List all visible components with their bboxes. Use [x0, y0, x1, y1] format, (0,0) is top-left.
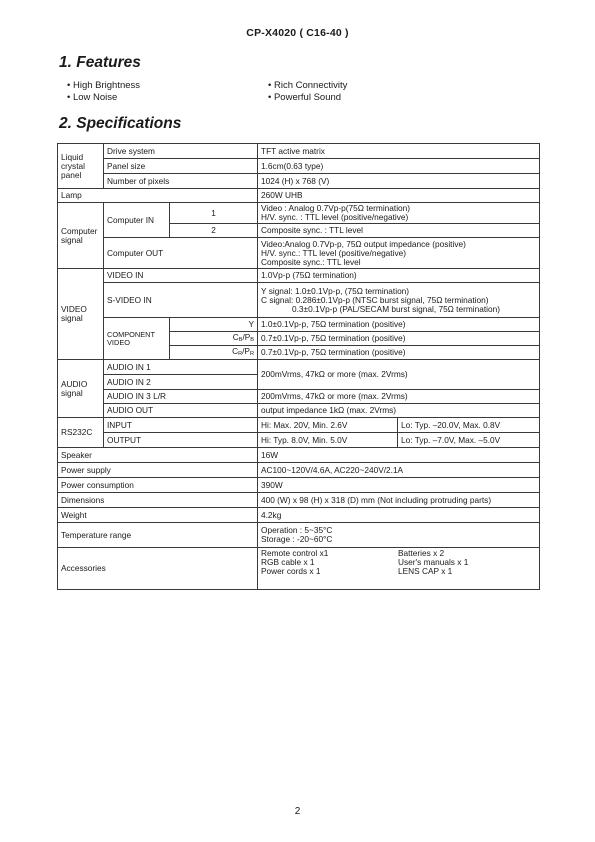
page-number: 2	[294, 806, 301, 817]
spec-label: Speaker	[58, 448, 258, 463]
spec-value: output impedance 1kΩ (max. 2Vrms)	[258, 404, 540, 418]
cr-subscript: R	[238, 351, 243, 357]
feature-item: • Rich Connectivity	[268, 80, 347, 92]
spec-value: Composite sync. : TTL level	[258, 224, 540, 238]
spec-label: Accessories	[58, 548, 258, 590]
spec-group-label: Liquid crystal panel	[58, 144, 104, 189]
spec-value: 260W UHB	[258, 189, 540, 203]
spec-sublabel: Y	[170, 318, 258, 332]
spec-group-label: RS232C	[58, 418, 104, 448]
spec-value: 200mVrms, 47kΩ or more (max. 2Vrms)	[258, 360, 540, 390]
spec-label: Power consumption	[58, 478, 258, 493]
spec-value: Hi: Max. 20V, Min. 2.6V	[258, 418, 398, 433]
spec-value: 200mVrms, 47kΩ or more (max. 2Vrms)	[258, 390, 540, 404]
spec-value	[258, 203, 540, 224]
spec-label: INPUT	[104, 418, 258, 433]
spec-label: Computer IN	[104, 203, 170, 238]
pb-letter: /P	[242, 332, 251, 342]
spec-label: COMPONENT VIDEO	[104, 318, 170, 360]
spec-value-line: Composite sync.: TTL level	[261, 256, 361, 267]
features-column-left	[67, 80, 140, 104]
pr-letter: /P	[242, 346, 250, 356]
spec-value: TFT active matrix	[258, 144, 540, 159]
accessory-item: Power cords x 1	[261, 566, 321, 576]
spec-value: 390W	[258, 478, 540, 493]
spec-value: 1.0±0.1Vp-p, 75Ω termination (positive)	[258, 318, 540, 332]
spec-label: AUDIO IN 3 L/R	[104, 390, 258, 404]
spec-value-line: Video : Analog 0.7Vp-p(75Ω termination)	[261, 203, 411, 213]
spec-label: Dimensions	[58, 493, 258, 508]
accessory-item: User's manuals x 1	[398, 557, 469, 567]
accessory-item: LENS CAP x 1	[398, 566, 453, 576]
spec-value-line: Operation : 5~35°C	[261, 525, 333, 535]
spec-value: 4.2kg	[258, 508, 540, 523]
specifications-title: 2. Specifications	[59, 115, 182, 132]
spec-group-label: VIDEO signal	[58, 269, 104, 360]
spec-value: 0.7±0.1Vp-p, 75Ω termination (positive)	[258, 332, 540, 346]
cb-subscript: B	[238, 337, 243, 343]
spec-sublabel: 2	[170, 224, 258, 238]
spec-value	[258, 238, 540, 269]
spec-value	[258, 523, 540, 548]
spec-label: AUDIO IN 2	[104, 375, 258, 390]
spec-group-label: Computer signal	[58, 203, 104, 269]
spec-value: 16W	[258, 448, 540, 463]
spec-group-label: AUDIO signal	[58, 360, 104, 418]
spec-value-line: C signal: 0.286±0.1Vp-p (NTSC burst signal, 75Ω termination)	[261, 294, 489, 305]
spec-value: 0.7±0.1Vp-p, 75Ω termination (positive)	[258, 346, 540, 360]
spec-value: 1.0Vp-p (75Ω termination)	[258, 269, 540, 283]
feature-item: • Low Noise	[67, 92, 140, 104]
spec-label: AUDIO OUT	[104, 404, 258, 418]
spec-sublabel: 1	[170, 203, 258, 224]
spec-value-line: 0.3±0.1Vp-p (PAL/SECAM burst signal, 75Ω termination)	[292, 303, 500, 314]
pb-subscript: B	[250, 337, 255, 343]
spec-label: Panel size	[104, 159, 258, 174]
spec-label: Weight	[58, 508, 258, 523]
spec-value: Lo: Typ. –20.0V, Max. 0.8V	[398, 418, 540, 433]
spec-value-line: H/V. sync. : TTL level (positive/negative)	[261, 212, 409, 222]
document-model-header: CP-X4020 ( C16-40 )	[246, 27, 349, 39]
specifications-table	[57, 143, 540, 590]
cr-letter: C	[232, 346, 239, 356]
pr-subscript: R	[249, 351, 255, 357]
cb-letter: C	[232, 332, 239, 342]
spec-label: Lamp	[58, 189, 258, 203]
spec-label: S-VIDEO IN	[104, 283, 258, 318]
spec-label: Power supply	[58, 463, 258, 478]
spec-sublabel-cb-pb	[170, 332, 258, 346]
spec-label: OUTPUT	[104, 433, 258, 448]
spec-value: 1024 (H) x 768 (V)	[258, 174, 540, 189]
accessories-column-right	[398, 549, 535, 576]
spec-value-line: Video:Analog 0.7Vp-p, 75Ω output impedance (positive)	[261, 238, 466, 249]
spec-label: Number of pixels	[104, 174, 258, 189]
accessories-grid	[261, 549, 536, 576]
spec-sublabel-cr-pr	[170, 346, 258, 360]
spec-value: 1.6cm(0.63 type)	[258, 159, 540, 174]
features-column-right	[268, 80, 347, 104]
spec-value: 400 (W) x 98 (H) x 318 (D) mm (Not including protruding parts)	[258, 493, 540, 508]
spec-value	[258, 548, 540, 590]
feature-item: • High Brightness	[67, 80, 140, 92]
spec-value-line: H/V. sync.: TTL level (positive/negative)	[261, 247, 406, 258]
spec-label: VIDEO IN	[104, 269, 258, 283]
features-title: 1. Features	[59, 54, 141, 71]
spec-value: Hi: Typ. 8.0V, Min. 5.0V	[258, 433, 398, 448]
spec-value	[258, 283, 540, 318]
feature-item: • Powerful Sound	[268, 92, 347, 104]
spec-value-line: Storage : -20~60°C	[261, 534, 333, 544]
accessory-item: Remote control x1	[261, 548, 329, 558]
spec-value: Lo: Typ. –7.0V, Max. –5.0V	[398, 433, 540, 448]
spec-value-line: Y signal: 1.0±0.1Vp-p, (75Ω termination)	[261, 285, 410, 296]
accessories-column-left	[261, 549, 398, 576]
spec-label: AUDIO IN 1	[104, 360, 258, 375]
spec-label: Drive system	[104, 144, 258, 159]
accessory-item: Batteries x 2	[398, 548, 445, 558]
accessory-item: RGB cable x 1	[261, 557, 315, 567]
spec-label: Computer OUT	[104, 238, 258, 269]
spec-label: Temperature range	[58, 523, 258, 548]
spec-value: AC100~120V/4.6A, AC220~240V/2.1A	[258, 463, 540, 478]
